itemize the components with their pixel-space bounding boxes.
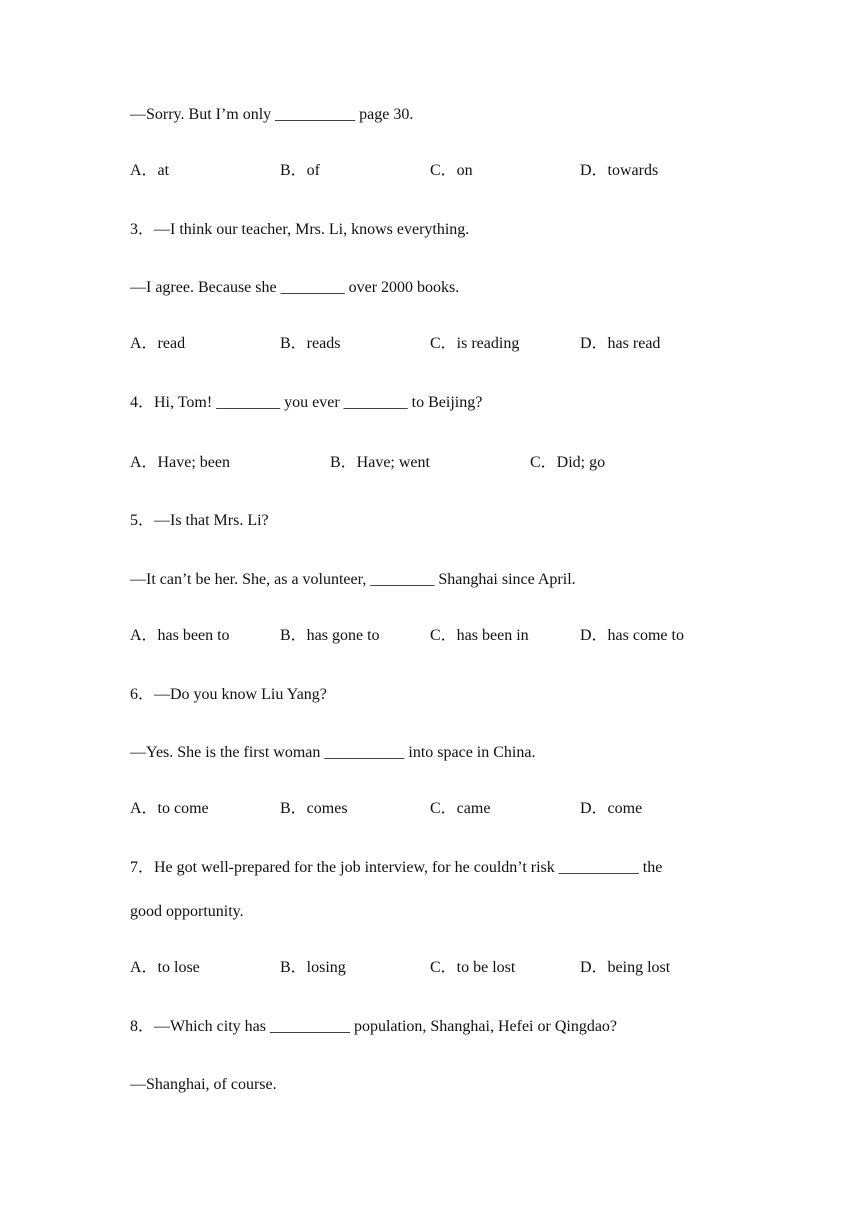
- q2-response: —Sorry. But I’m only __________ page 30.: [130, 106, 414, 123]
- q5-prompt: 5．—Is that Mrs. Li?: [130, 512, 269, 529]
- q7-option-c: C．to be lost: [430, 959, 516, 976]
- q6-option-a: A．to come: [130, 800, 209, 817]
- q7-option-b: B．losing: [280, 959, 346, 976]
- q7-prompt: 7．He got well-prepared for the job interview, for he couldn’t risk __________ the: [130, 859, 663, 876]
- q6-option-d: D．come: [580, 800, 643, 817]
- q8-prompt: 8．—Which city has __________ population, Shanghai, Hefei or Qingdao?: [130, 1018, 618, 1035]
- q6-option-b: B．comes: [280, 800, 348, 817]
- q3-option-b: B．reads: [280, 335, 341, 352]
- q2-option-a: A．at: [130, 162, 170, 179]
- q2-option-c: C．on: [430, 162, 473, 179]
- q6-response: —Yes. She is the first woman __________ into space in China.: [130, 744, 536, 761]
- q4-option-c: C．Did; go: [530, 454, 606, 471]
- q7-option-a: A．to lose: [130, 959, 200, 976]
- q4-option-a: A．Have; been: [130, 454, 230, 471]
- q5-option-a: A．has been to: [130, 627, 230, 644]
- q3-option-d: D．has read: [580, 335, 661, 352]
- q2-option-d: D．towards: [580, 162, 659, 179]
- q7-option-d: D．being lost: [580, 959, 671, 976]
- q5-option-b: B．has gone to: [280, 627, 380, 644]
- q3-prompt: 3．—I think our teacher, Mrs. Li, knows everything.: [130, 221, 470, 238]
- q6-option-c: C．came: [430, 800, 491, 817]
- q5-option-d: D．has come to: [580, 627, 684, 644]
- q7-prompt-continued: good opportunity.: [130, 903, 244, 920]
- q2-option-b: B．of: [280, 162, 321, 179]
- q3-response: —I agree. Because she ________ over 2000 books.: [130, 279, 460, 296]
- q4-option-b: B．Have; went: [330, 454, 430, 471]
- q6-prompt: 6．—Do you know Liu Yang?: [130, 686, 327, 703]
- q5-option-c: C．has been in: [430, 627, 529, 644]
- q5-response: —It can’t be her. She, as a volunteer, ________ Shanghai since April.: [130, 571, 576, 588]
- q3-option-a: A．read: [130, 335, 186, 352]
- q4-prompt: 4．Hi, Tom! ________ you ever ________ to Beijing?: [130, 394, 483, 411]
- q3-option-c: C．is reading: [430, 335, 520, 352]
- q8-response: —Shanghai, of course.: [130, 1076, 277, 1093]
